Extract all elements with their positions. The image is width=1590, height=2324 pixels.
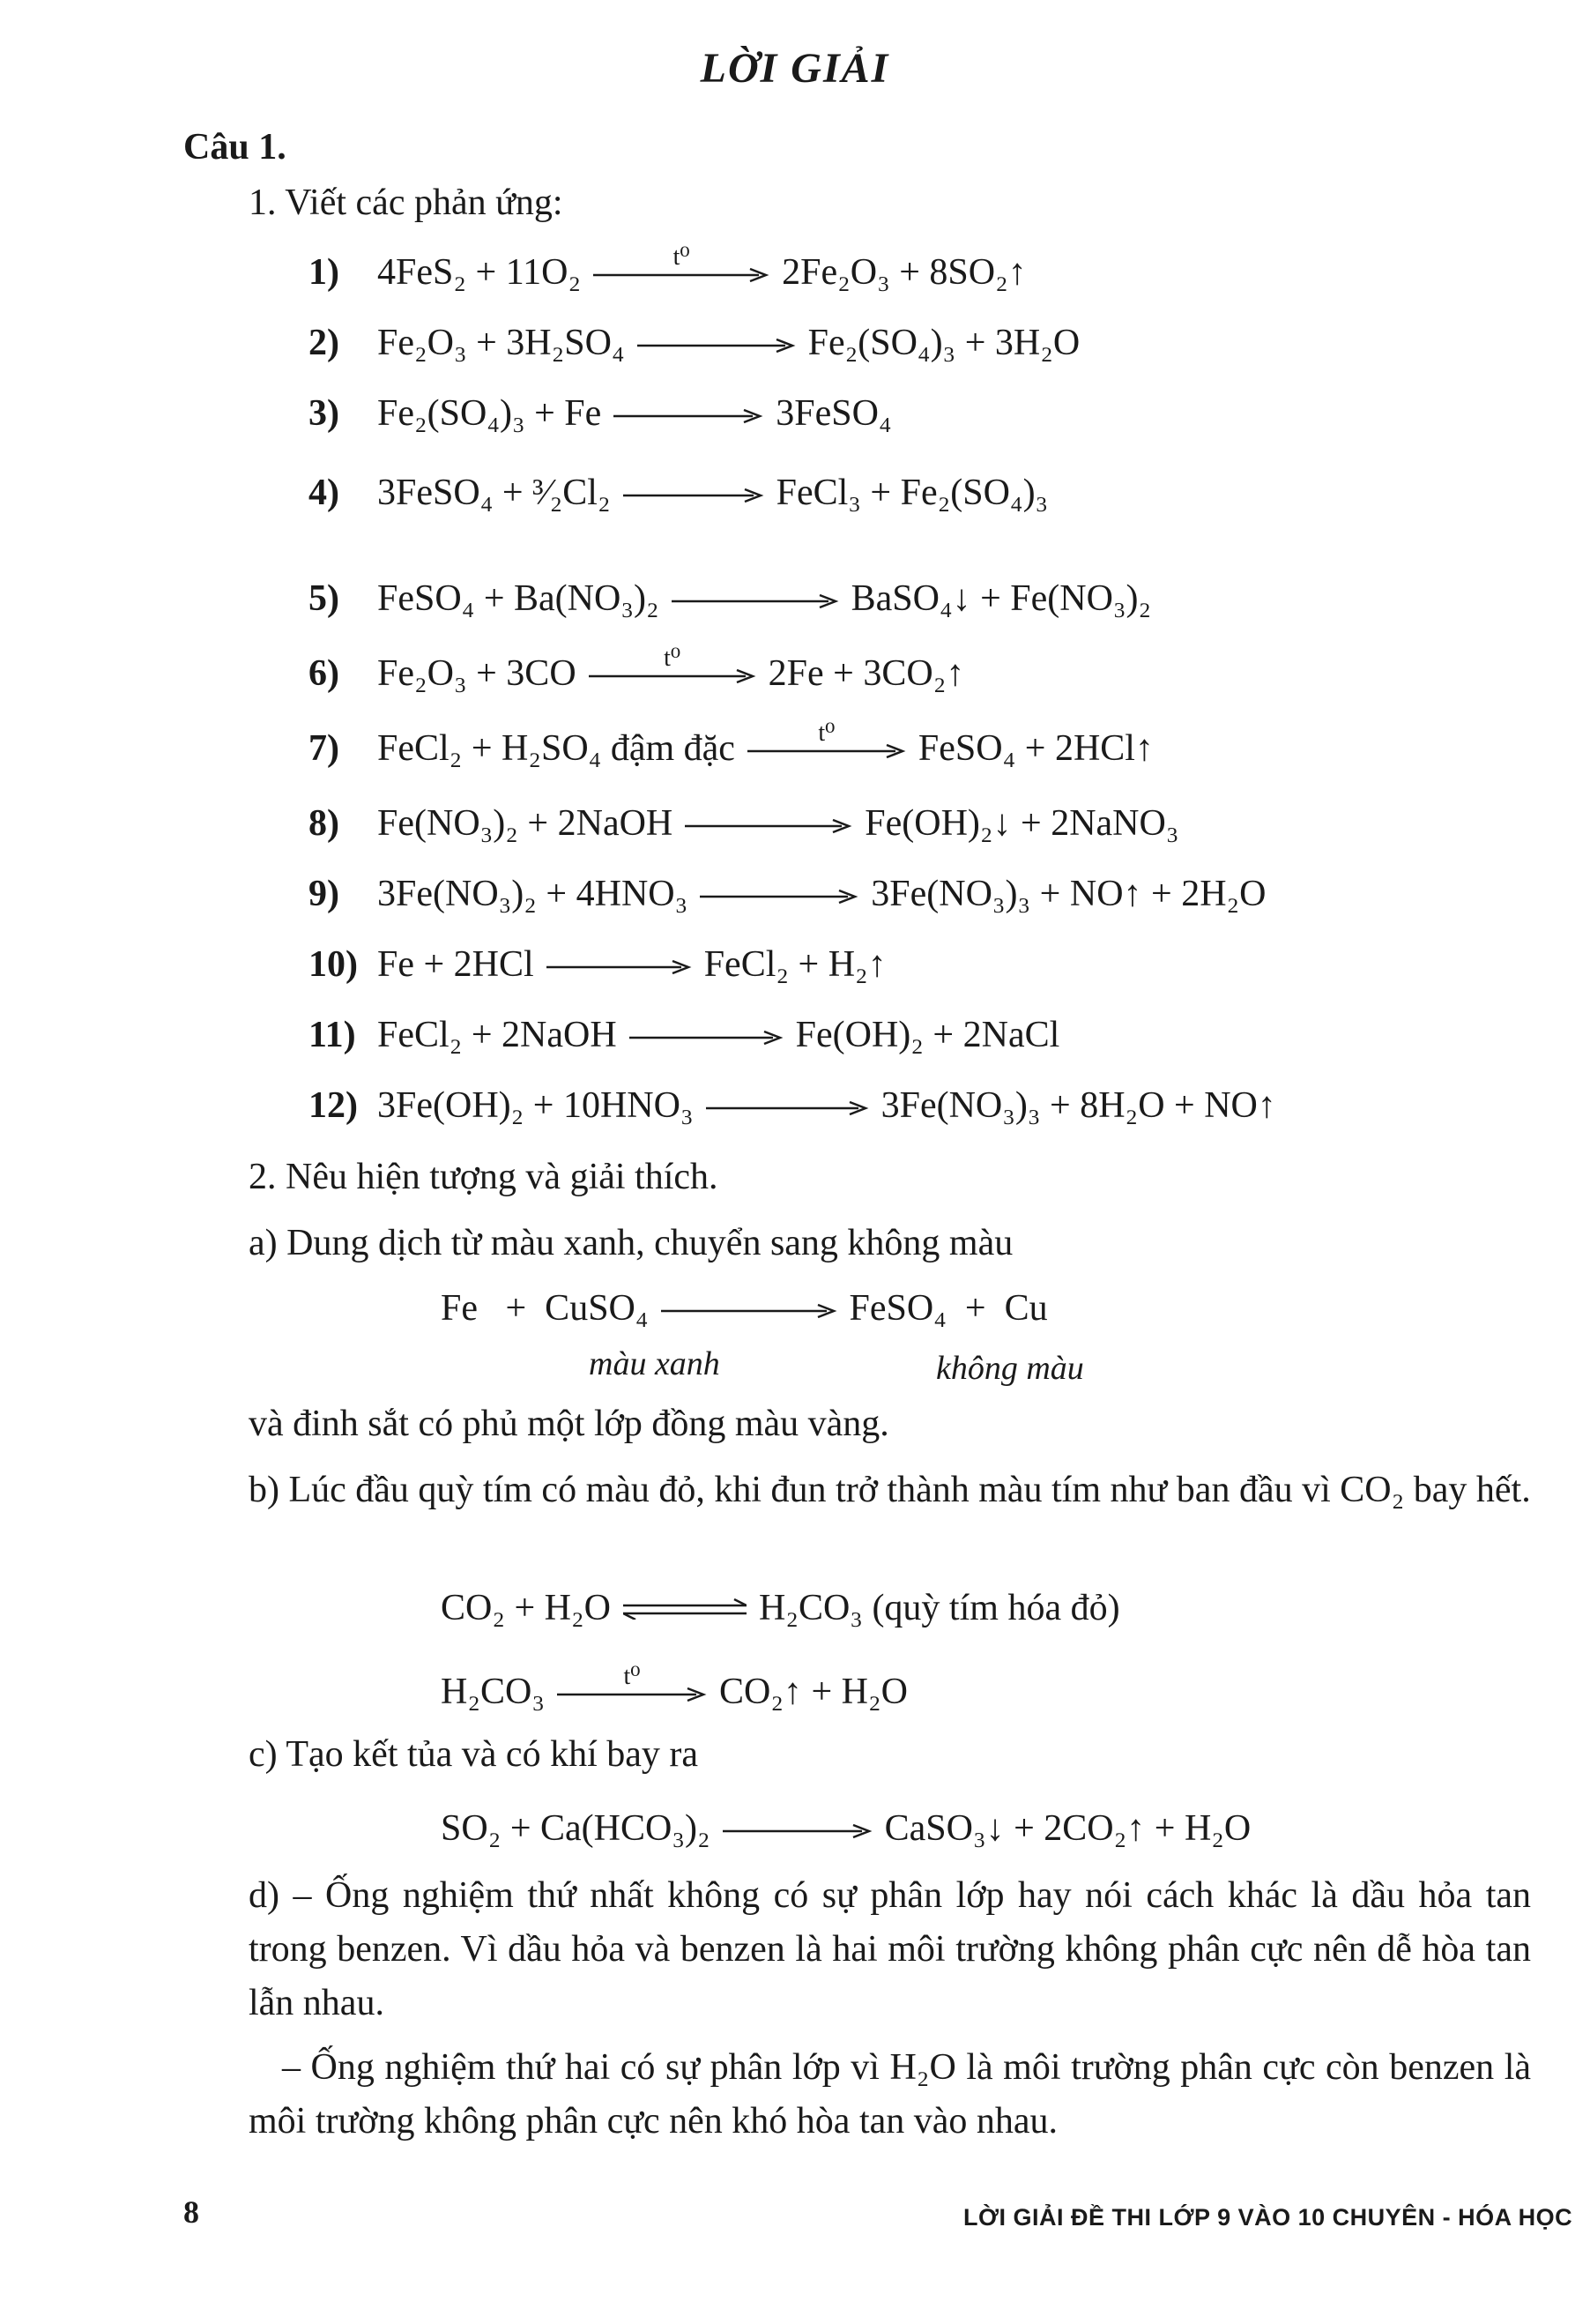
part2b-equation-1 xyxy=(441,1587,1120,1629)
page-number: 8 xyxy=(183,2194,199,2230)
reaction-number: 7) xyxy=(308,728,339,769)
reaction-row xyxy=(308,943,887,986)
reaction-condition: t⁰ xyxy=(672,243,690,271)
reaction-reactants: 3Fe(OH)₂ + 10HNO₃ xyxy=(377,1085,694,1126)
reaction-reactants: FeSO₄ + Ba(NO₃)₂ xyxy=(377,578,659,619)
part1-heading: 1. Viết các phản ứng: xyxy=(249,182,563,223)
part2a-equation xyxy=(441,1287,1048,1330)
reaction-condition: t⁰ xyxy=(818,719,836,747)
reaction-row xyxy=(308,577,1151,620)
question-label: Câu 1. xyxy=(183,127,286,168)
part2d-paragraph-2: – Ống nghiệm thứ hai có sự phân lớp vì H₂O là môi trường phân cực còn benzen là môi trường không phân cực nên khó hòa tan vào nhau. xyxy=(249,2047,1531,2142)
equilibrium-arrow xyxy=(623,1598,747,1620)
reaction-number: 8) xyxy=(308,803,339,844)
reaction-products: Fe(OH)₂↓ + 2NaNO₃ xyxy=(865,803,1179,844)
part2b-text: b) Lúc đầu quỳ tím có màu đỏ, khi đun trở thành màu tím như ban đầu vì CO₂ bay hết. xyxy=(249,1470,1531,1510)
reaction-reactants: 3Fe(NO₃)₂ + 4HNO₃ xyxy=(377,874,688,914)
reaction-arrow xyxy=(557,1663,707,1703)
reaction-products: BaSO₄↓ + Fe(NO₃)₂ xyxy=(851,578,1152,619)
reaction-arrow xyxy=(613,407,763,425)
reaction-number: 12) xyxy=(308,1085,358,1126)
reaction-number: 9) xyxy=(308,874,339,914)
part2-heading: 2. Nêu hiện tượng và giải thích. xyxy=(249,1157,718,1197)
footer-book-title: LỜI GIẢI ĐỀ THI LỚP 9 VÀO 10 CHUYÊN - HÓA HỌC xyxy=(963,2204,1573,2231)
reaction-arrow xyxy=(685,817,852,835)
reaction-arrow xyxy=(661,1302,837,1320)
part2d-paragraph-1: d) – Ống nghiệm thứ nhất không có sự phân lớp hay nói cách khác là dầu hỏa tan trong benzen. Vì dầu hỏa và benzen là hai môi trường không phân cực nên dễ hòa tan lẫn nhau. xyxy=(249,1875,1531,2023)
part2c-text: c) Tạo kết tủa và có khí bay ra xyxy=(249,1734,699,1775)
reaction-products: 2Fe + 3CO₂↑ xyxy=(768,653,965,694)
reaction-row xyxy=(308,322,1080,364)
reaction-number: 3) xyxy=(308,393,339,434)
part2b-eq2-left: H₂CO₃ xyxy=(441,1672,545,1712)
reaction-row xyxy=(308,873,1267,915)
reaction-arrow xyxy=(546,958,692,976)
reaction-number: 5) xyxy=(308,578,339,619)
page-title: LỜI GIẢI xyxy=(700,45,890,92)
reaction-reactants: Fe + 2HCl xyxy=(377,944,534,985)
reaction-arrow xyxy=(629,1029,784,1047)
reaction-reactants: Fe₂O₃ + 3CO xyxy=(377,653,576,694)
reaction-arrow xyxy=(637,337,796,354)
part2a-eq-left: Fe + CuSO₄ xyxy=(441,1288,649,1329)
reaction-row xyxy=(308,802,1179,845)
part2c-eq-right: CaSO₃↓ + 2CO₂↑ + H₂O xyxy=(884,1808,1252,1849)
reaction-row xyxy=(308,392,892,435)
reaction-products: FeCl₂ + H₂↑ xyxy=(703,944,887,985)
reaction-reactants: FeCl₂ + 2NaOH xyxy=(377,1015,617,1055)
reaction-condition: t⁰ xyxy=(623,1663,641,1690)
note-khong-mau: không màu xyxy=(936,1350,1084,1387)
reaction-row xyxy=(308,644,965,695)
reaction-row xyxy=(308,472,1048,514)
reaction-reactants: Fe(NO₃)₂ + 2NaOH xyxy=(377,803,673,844)
reaction-number: 1) xyxy=(308,252,339,293)
reaction-number: 6) xyxy=(308,653,339,694)
reaction-number: 11) xyxy=(308,1015,356,1055)
part2a-text: a) Dung dịch từ màu xanh, chuyển sang không màu xyxy=(249,1223,1014,1263)
reaction-products: Fe(OH)₂ + 2NaCl xyxy=(795,1015,1060,1055)
reaction-products: 3Fe(NO₃)₃ + NO↑ + 2H₂O xyxy=(871,874,1267,914)
reaction-products: 3Fe(NO₃)₃ + 8H₂O + NO↑ xyxy=(880,1085,1276,1126)
part2b-eq1-right: H₂CO₃ (quỳ tím hóa đỏ) xyxy=(758,1588,1120,1628)
reaction-arrow xyxy=(747,719,906,760)
reaction-products: 2Fe₂O₃ + 8SO₂↑ xyxy=(782,252,1027,293)
reaction-reactants: 3FeSO₄ + ³⁄₂Cl₂ xyxy=(377,473,611,513)
reaction-arrow xyxy=(593,243,769,284)
reaction-products: FeCl₃ + Fe₂(SO₄)₃ xyxy=(776,473,1049,513)
note-mau-xanh: màu xanh xyxy=(589,1345,720,1382)
reaction-products: FeSO₄ + 2HCl↑ xyxy=(918,728,1154,769)
part2b-eq2-right: CO₂↑ + H₂O xyxy=(718,1672,908,1712)
reaction-number: 10) xyxy=(308,944,358,985)
reaction-row xyxy=(308,1084,1276,1127)
reaction-number: 4) xyxy=(308,473,339,513)
reaction-products: 3FeSO₄ xyxy=(776,393,892,434)
part2b-equation-2 xyxy=(441,1663,908,1713)
reaction-row xyxy=(308,719,1154,770)
reaction-condition: t⁰ xyxy=(664,644,681,672)
reaction-row xyxy=(308,1014,1059,1056)
part2c-equation xyxy=(441,1807,1251,1850)
part2c-eq-left: SO₂ + Ca(HCO₃)₂ xyxy=(441,1808,710,1849)
reaction-reactants: 4FeS₂ + 11O₂ xyxy=(377,252,582,293)
part2a-after: và đinh sắt có phủ một lớp đồng màu vàng. xyxy=(249,1404,889,1444)
reaction-number: 2) xyxy=(308,323,339,363)
reaction-reactants: Fe₂(SO₄)₃ + Fe xyxy=(377,393,602,434)
reaction-reactants: Fe₂O₃ + 3H₂SO₄ xyxy=(377,323,625,363)
reaction-arrow xyxy=(706,1099,869,1117)
reaction-arrow xyxy=(723,1822,873,1840)
reaction-arrow xyxy=(672,592,839,610)
reaction-arrow xyxy=(623,487,764,504)
part2b-eq1-left: CO₂ + H₂O xyxy=(441,1588,611,1628)
reaction-products: Fe₂(SO₄)₃ + 3H₂O xyxy=(807,323,1081,363)
reaction-arrow xyxy=(700,888,858,905)
reaction-reactants: FeCl₂ + H₂SO₄ đậm đặc xyxy=(377,728,735,769)
reaction-arrow xyxy=(589,644,756,685)
reaction-row xyxy=(308,243,1027,294)
part2a-eq-right: FeSO₄ + Cu xyxy=(849,1288,1048,1329)
